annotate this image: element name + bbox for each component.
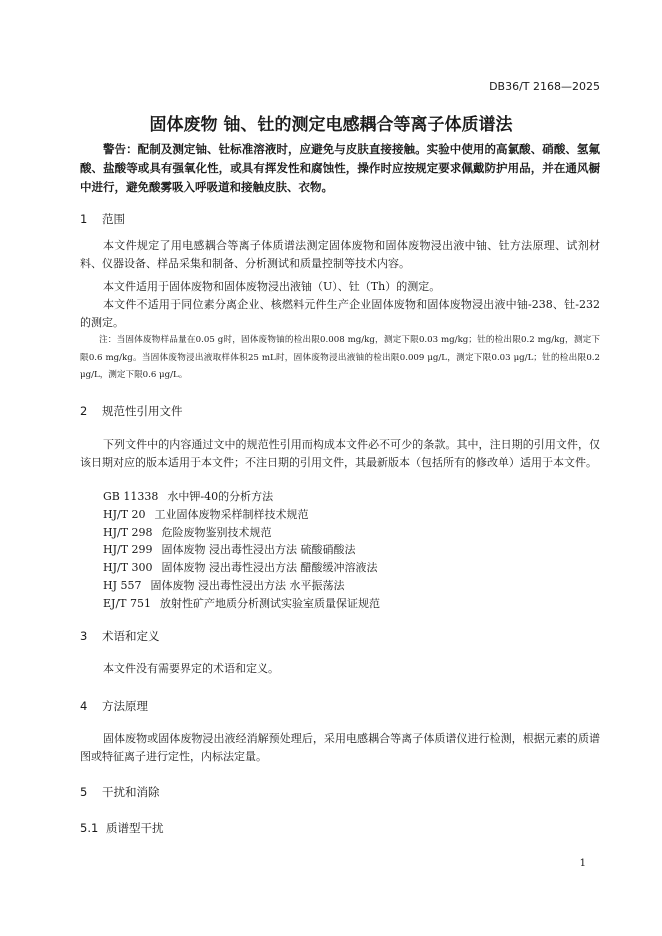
reference-code: HJ/T 299: [103, 543, 153, 557]
section-1-paragraph-3: 本文件不适用于同位素分离企业、核燃料元件生产企业固体废物和固体废物浸出液中铀-238、钍-232的测定。: [80, 298, 600, 329]
reference-code: GB 11338: [103, 490, 159, 503]
section-number: 5: [80, 785, 88, 799]
reference-name: 固体废物 浸出毒性浸出方法 水平振荡法: [150, 578, 345, 592]
section-title: 范围: [102, 212, 125, 226]
reference-code: EJ/T 751: [103, 596, 151, 610]
section-number: 2: [80, 404, 88, 418]
section-4-heading: [80, 698, 148, 714]
section-title: 方法原理: [102, 699, 148, 713]
reference-name: 固体废物 浸出毒性浸出方法 硫酸硝酸法: [161, 543, 356, 557]
section-4-paragraph: 固体废物或固体废物浸出液经消解预处理后，采用电感耦合等离子体质谱仪进行检测，根据元素的质谱图或特征离子进行定性，内标法定量。: [80, 732, 600, 763]
reference-code: HJ 557: [103, 578, 142, 592]
document-code: DB36/T 2168—2025: [489, 80, 600, 93]
section-title: 规范性引用文件: [102, 404, 183, 418]
document-title: 固体废物 铀、钍的测定电感耦合等离子体质谱法: [149, 115, 513, 135]
reference-item: [103, 541, 380, 559]
section-1-note: 注：当固体废物样品量在0.05 g时，固体废物铀的检出限0.008 mg/kg，测定下限0.03 mg/kg；钍的检出限0.2 mg/kg，测定下限0.6 mg/kg。当固体废物浸出液取样体积25 mL时，固体废物浸出液铀的检出限0.009 μg/L，测定下限0.03 μg/L；钍的检出限0.2 μg/L，测定下限0.6 μg/L。: [80, 335, 600, 380]
section-3-paragraph: 本文件没有需要界定的术语和定义。: [103, 662, 279, 675]
subsection-number: 5.1: [80, 821, 99, 835]
page-number: 1: [579, 858, 586, 869]
reference-name: 固体废物 浸出毒性浸出方法 醋酸缓冲溶液法: [161, 561, 378, 575]
section-title: 干扰和消除: [102, 785, 160, 799]
section-number: 1: [80, 212, 88, 226]
section-number: 4: [80, 699, 88, 713]
reference-item: [103, 559, 380, 577]
reference-name: 危险废物鉴别技术规范: [161, 525, 272, 539]
reference-name: 水中钾-40的分析方法: [167, 490, 274, 503]
section-1-paragraph-2: 本文件适用于固体废物和固体废物浸出液铀（U）、钍（Th）的测定。: [103, 280, 441, 293]
reference-code: HJ/T 298: [103, 525, 153, 539]
reference-item: [103, 488, 380, 506]
section-2-intro: 下列文件中的内容通过文中的规范性引用而构成本文件必不可少的条款。其中，注日期的引用文件，仅该日期对应的版本适用于本文件；不注日期的引用文件，其最新版本（包括所有的修改单）适用于本文件。: [80, 438, 600, 469]
section-1-heading: [80, 211, 125, 227]
reference-name: 放射性矿产地质分析测试实验室质量保证规范: [159, 596, 380, 610]
warning-paragraph: 警告：配制及测定铀、钍标准溶液时，应避免与皮肤直接接触。实验中使用的高氯酸、硝酸、氢氟酸、盐酸等或具有强氧化性，或具有挥发性和腐蚀性，操作时应按规定要求佩戴防护用品，并在通风橱中进行，避免酸雾吸入呼吸道和接触皮肤、衣物。: [80, 142, 600, 194]
section-3-heading: [80, 628, 160, 644]
section-1-paragraph-1: 本文件规定了用电感耦合等离子体质谱法测定固体废物和固体废物浸出液中铀、钍方法原理、试剂材料、仪器设备、样品采集和制备、分析测试和质量控制等技术内容。: [80, 239, 600, 270]
subsection-5-1-heading: [80, 820, 164, 836]
reference-code: HJ/T 20: [103, 507, 146, 521]
reference-name: 工业固体废物采样制样技术规范: [154, 507, 309, 521]
section-title: 术语和定义: [102, 629, 160, 643]
reference-code: HJ/T 300: [103, 561, 153, 575]
subsection-title: 质谱型干扰: [106, 821, 164, 835]
section-5-heading: [80, 784, 160, 800]
reference-item: [103, 524, 380, 542]
reference-list: [103, 488, 380, 613]
section-2-heading: [80, 403, 183, 419]
reference-item: [103, 595, 380, 613]
reference-item: [103, 577, 380, 595]
reference-item: [103, 506, 380, 524]
section-number: 3: [80, 629, 88, 643]
